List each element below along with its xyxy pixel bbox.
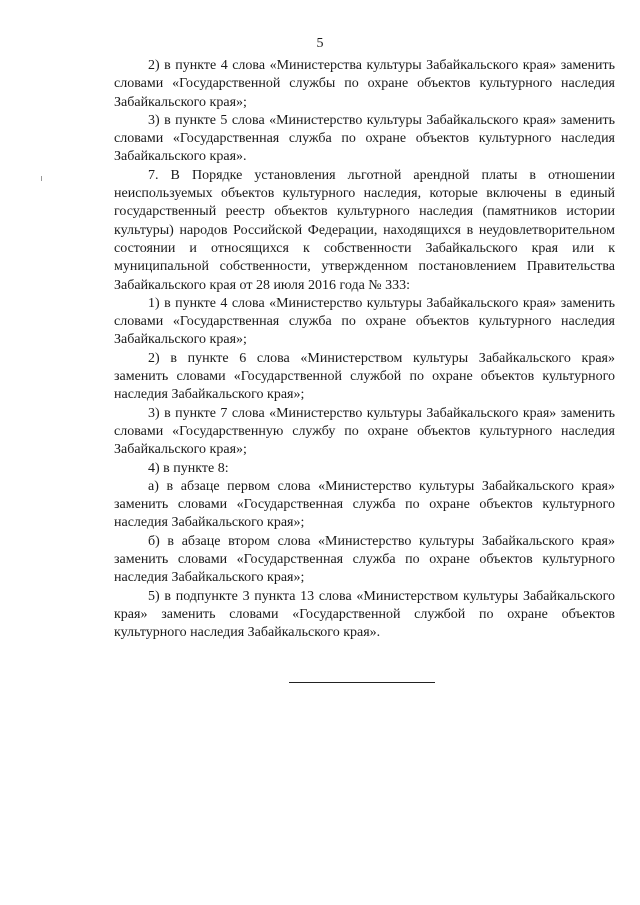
- paragraph-subitem-4b: б) в абзаце втором слова «Министерство культуры Забайкальского края» заменить словами «Государственная служба по охране объектов культурного наследия Забайкальского края»;: [114, 533, 615, 586]
- paragraph-subitem-4a: а) в абзаце первом слова «Министерство культуры Забайкальского края» заменить словами «Государственная служба по охране объектов культурного наследия Забайкальского края»;: [114, 478, 615, 531]
- margin-mark: [41, 176, 42, 181]
- paragraph-item-3-point-5: 3) в пункте 5 слова «Министерство культуры Забайкальского края» заменить словами «Государственная служба по охране объектов культурного наследия Забайкальского края».: [114, 112, 615, 165]
- paragraph-subitem-3: 3) в пункте 7 слова «Министерство культуры Забайкальского края» заменить словами «Государственную службу по охране объектов культурного наследия Забайкальского края»;: [114, 405, 615, 458]
- paragraph-subitem-1: 1) в пункте 4 слова «Министерство культуры Забайкальского края» заменить словами «Государственная служба по охране объектов культурного наследия Забайкальского края»;: [114, 295, 615, 348]
- paragraph-item-2-point-4: 2) в пункте 4 слова «Министерства культуры Забайкальского края» заменить словами «Государственной службы по охране объектов культурного наследия Забайкальского края»;: [114, 58, 615, 110]
- end-separator-line: [289, 682, 435, 683]
- paragraph-subitem-5: 5) в подпункте 3 пункта 13 слова «Министерством культуры Забайкальского края» заменить словами «Государственной службой по охране объектов культурного наследия Забайкальского края».: [114, 588, 615, 641]
- document-body: [114, 57, 615, 643]
- page-number: 5: [316, 36, 324, 51]
- paragraph-subitem-2: 2) в пункте 6 слова «Министерством культуры Забайкальского края» заменить словами «Государственной службой по охране объектов культурного наследия Забайкальского края»;: [114, 350, 615, 403]
- paragraph-section-7: 7. В Порядке установления льготной арендной платы в отношении неиспользуемых объектов культурного наследия, которые включены в единый государственный реестр объектов культурного наследия (памятников истории культуры) народов Российской Федерации, находящихся в неудовлетворительном состоянии и относящихся к собственности Забайкальского края или к муниципальной собственности, утвержденном постановлением Правительства Забайкальского края от 28 июля 2016 года № 333:: [114, 167, 615, 293]
- paragraph-subitem-4: 4) в пункте 8:: [148, 460, 229, 476]
